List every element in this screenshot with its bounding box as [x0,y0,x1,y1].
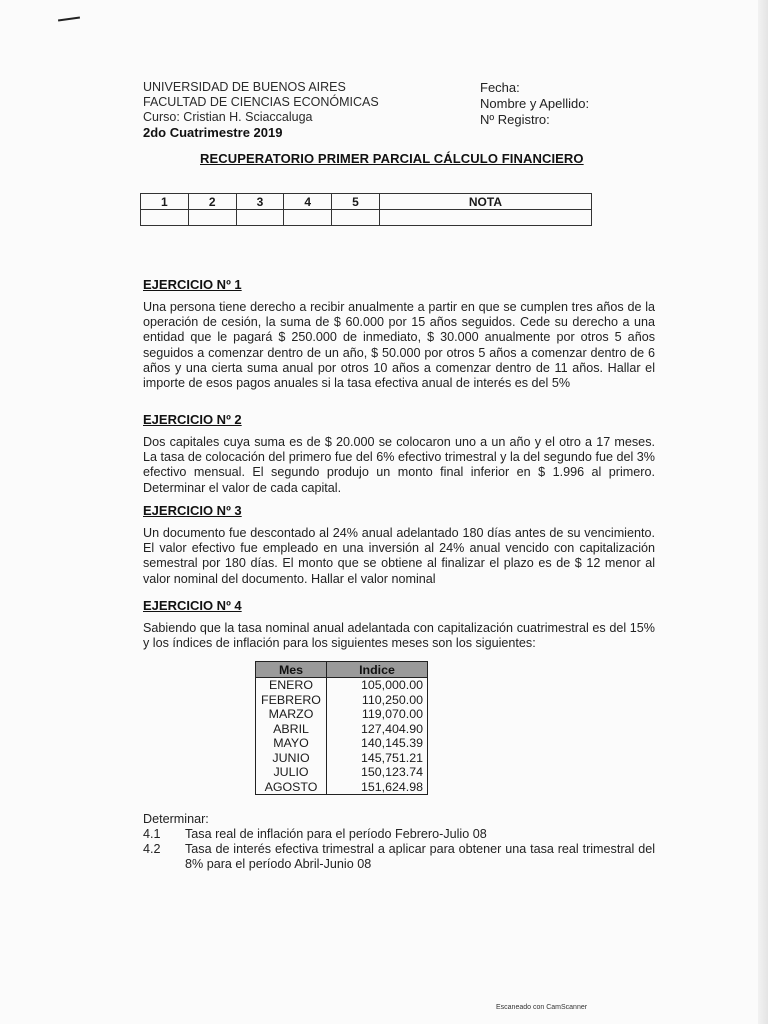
list-item [143,827,655,842]
month-cell: MARZO [256,707,327,722]
exercise-2-text: Dos capitales cuya suma es de $ 20.000 se colocaron uno a un año y el otro a 17 meses. La tasa de colocación del primero fue del 6% efectivo trimestral y la del segundo fue del 3% efectivo mensual. El segundo produjo un monto final inferior en $ 1.996 al primero. Determinar el valor de cada capital. [143,435,655,495]
determinar-section [143,812,655,872]
date-field: Fecha: [480,80,520,95]
grade-cell [332,210,380,226]
name-field: Nombre y Apellido: [480,96,590,111]
page-edge [758,0,768,1024]
inflation-table-header [256,662,428,678]
course-name: Curso: Cristian H. Sciaccaluga [143,110,313,124]
index-cell: 151,624.98 [327,780,428,795]
table-row [256,678,428,693]
index-cell: 145,751.21 [327,751,428,766]
faculty-name: FACULTAD DE CIENCIAS ECONÓMICAS [143,95,379,109]
grade-table-blank-row [141,210,592,226]
student-fields [480,80,589,128]
grade-cell [188,210,236,226]
exercise-4 [143,598,655,651]
month-cell: FEBRERO [256,693,327,708]
table-row [256,707,428,722]
grade-cell [236,210,284,226]
grade-cell [141,210,189,226]
grade-header-3: 3 [236,194,284,210]
table-row [256,751,428,766]
grade-cell [379,210,591,226]
determinar-label: Determinar: [143,812,209,826]
exercise-2-title: EJERCICIO Nº 2 [143,412,242,427]
exercise-4-text: Sabiendo que la tasa nominal anual adelantada con capitalización cuatrimestral es del 15% y los índices de inflación para los siguientes meses son los siguientes: [143,621,655,651]
term-label: 2do Cuatrimestre 2019 [143,125,283,140]
index-cell: 119,070.00 [327,707,428,722]
month-cell: ENERO [256,678,327,693]
list-item [143,842,655,872]
grade-header-2: 2 [188,194,236,210]
table-row [256,736,428,751]
column-header-indice: Indice [327,662,428,678]
scanner-watermark: Escaneado con CamScanner [496,1004,588,1011]
inflation-table [255,661,428,795]
exercise-3-title: EJERCICIO Nº 3 [143,503,242,518]
exercise-3 [143,503,655,587]
table-row [256,693,428,708]
exercise-3-text: Un documento fue descontado al 24% anual adelantado 180 días antes de su vencimiento. El valor efectivo fue empleado en una inversión al 24% anual vencido con capitalización semestral por 180 días. El monto que se obtiene al finalizar el plazo es de $ 12 menor al valor nominal del documento. Hallar el valor nominal [143,526,655,586]
registration-field: Nº Registro: [480,112,550,127]
month-cell: AGOSTO [256,780,327,795]
table-row [256,765,428,780]
item-text: Tasa de interés efectiva trimestral a aplicar para obtener una tasa real trimestral del 8% para el período Abril-Junio 08 [185,842,655,871]
index-cell: 110,250.00 [327,693,428,708]
index-cell: 127,404.90 [327,722,428,737]
item-number: 4.1 [143,827,161,841]
institution-header [143,80,379,140]
grade-header-nota: NOTA [379,194,591,210]
exercise-2 [143,412,655,496]
month-cell: MAYO [256,736,327,751]
exercise-1-title: EJERCICIO Nº 1 [143,277,242,292]
index-cell: 150,123.74 [327,765,428,780]
grade-table-header [141,194,592,210]
month-cell: JUNIO [256,751,327,766]
item-number: 4.2 [143,842,161,856]
grade-cell [284,210,332,226]
month-cell: JULIO [256,765,327,780]
exercise-1-text: Una persona tiene derecho a recibir anualmente a partir en que se cumplen tres años de la operación de cesión, la suma de $ 60.000 por 15 años seguidos. Cede su derecho a una entidad que le pagará $ 250.000 de inmediato, $ 30.000 anualmente por otros 5 años seguidos a comenzar dentro de un año, $ 50.000 por otros 5 años a comenzar dentro de 6 años y una cierta suma anual por otros 10 años a comenzar dentro de 11 años. Hallar el importe de esos pagos anuales si la tasa efectiva anual de interés es del 5% [143,300,655,391]
table-row [256,722,428,737]
exam-title: RECUPERATORIO PRIMER PARCIAL CÁLCULO FINANCIERO [200,151,584,166]
column-header-mes: Mes [256,662,327,678]
grade-header-1: 1 [141,194,189,210]
grade-header-5: 5 [332,194,380,210]
item-text: Tasa real de inflación para el período Febrero-Julio 08 [185,827,487,841]
exercise-1 [143,277,655,391]
grade-header-4: 4 [284,194,332,210]
exercise-4-title: EJERCICIO Nº 4 [143,598,242,613]
month-cell: ABRIL [256,722,327,737]
grade-table [140,193,592,226]
pen-mark [58,16,80,21]
index-cell: 140,145.39 [327,736,428,751]
university-name: UNIVERSIDAD DE BUENOS AIRES [143,80,346,94]
index-cell: 105,000.00 [327,678,428,693]
table-row [256,780,428,795]
